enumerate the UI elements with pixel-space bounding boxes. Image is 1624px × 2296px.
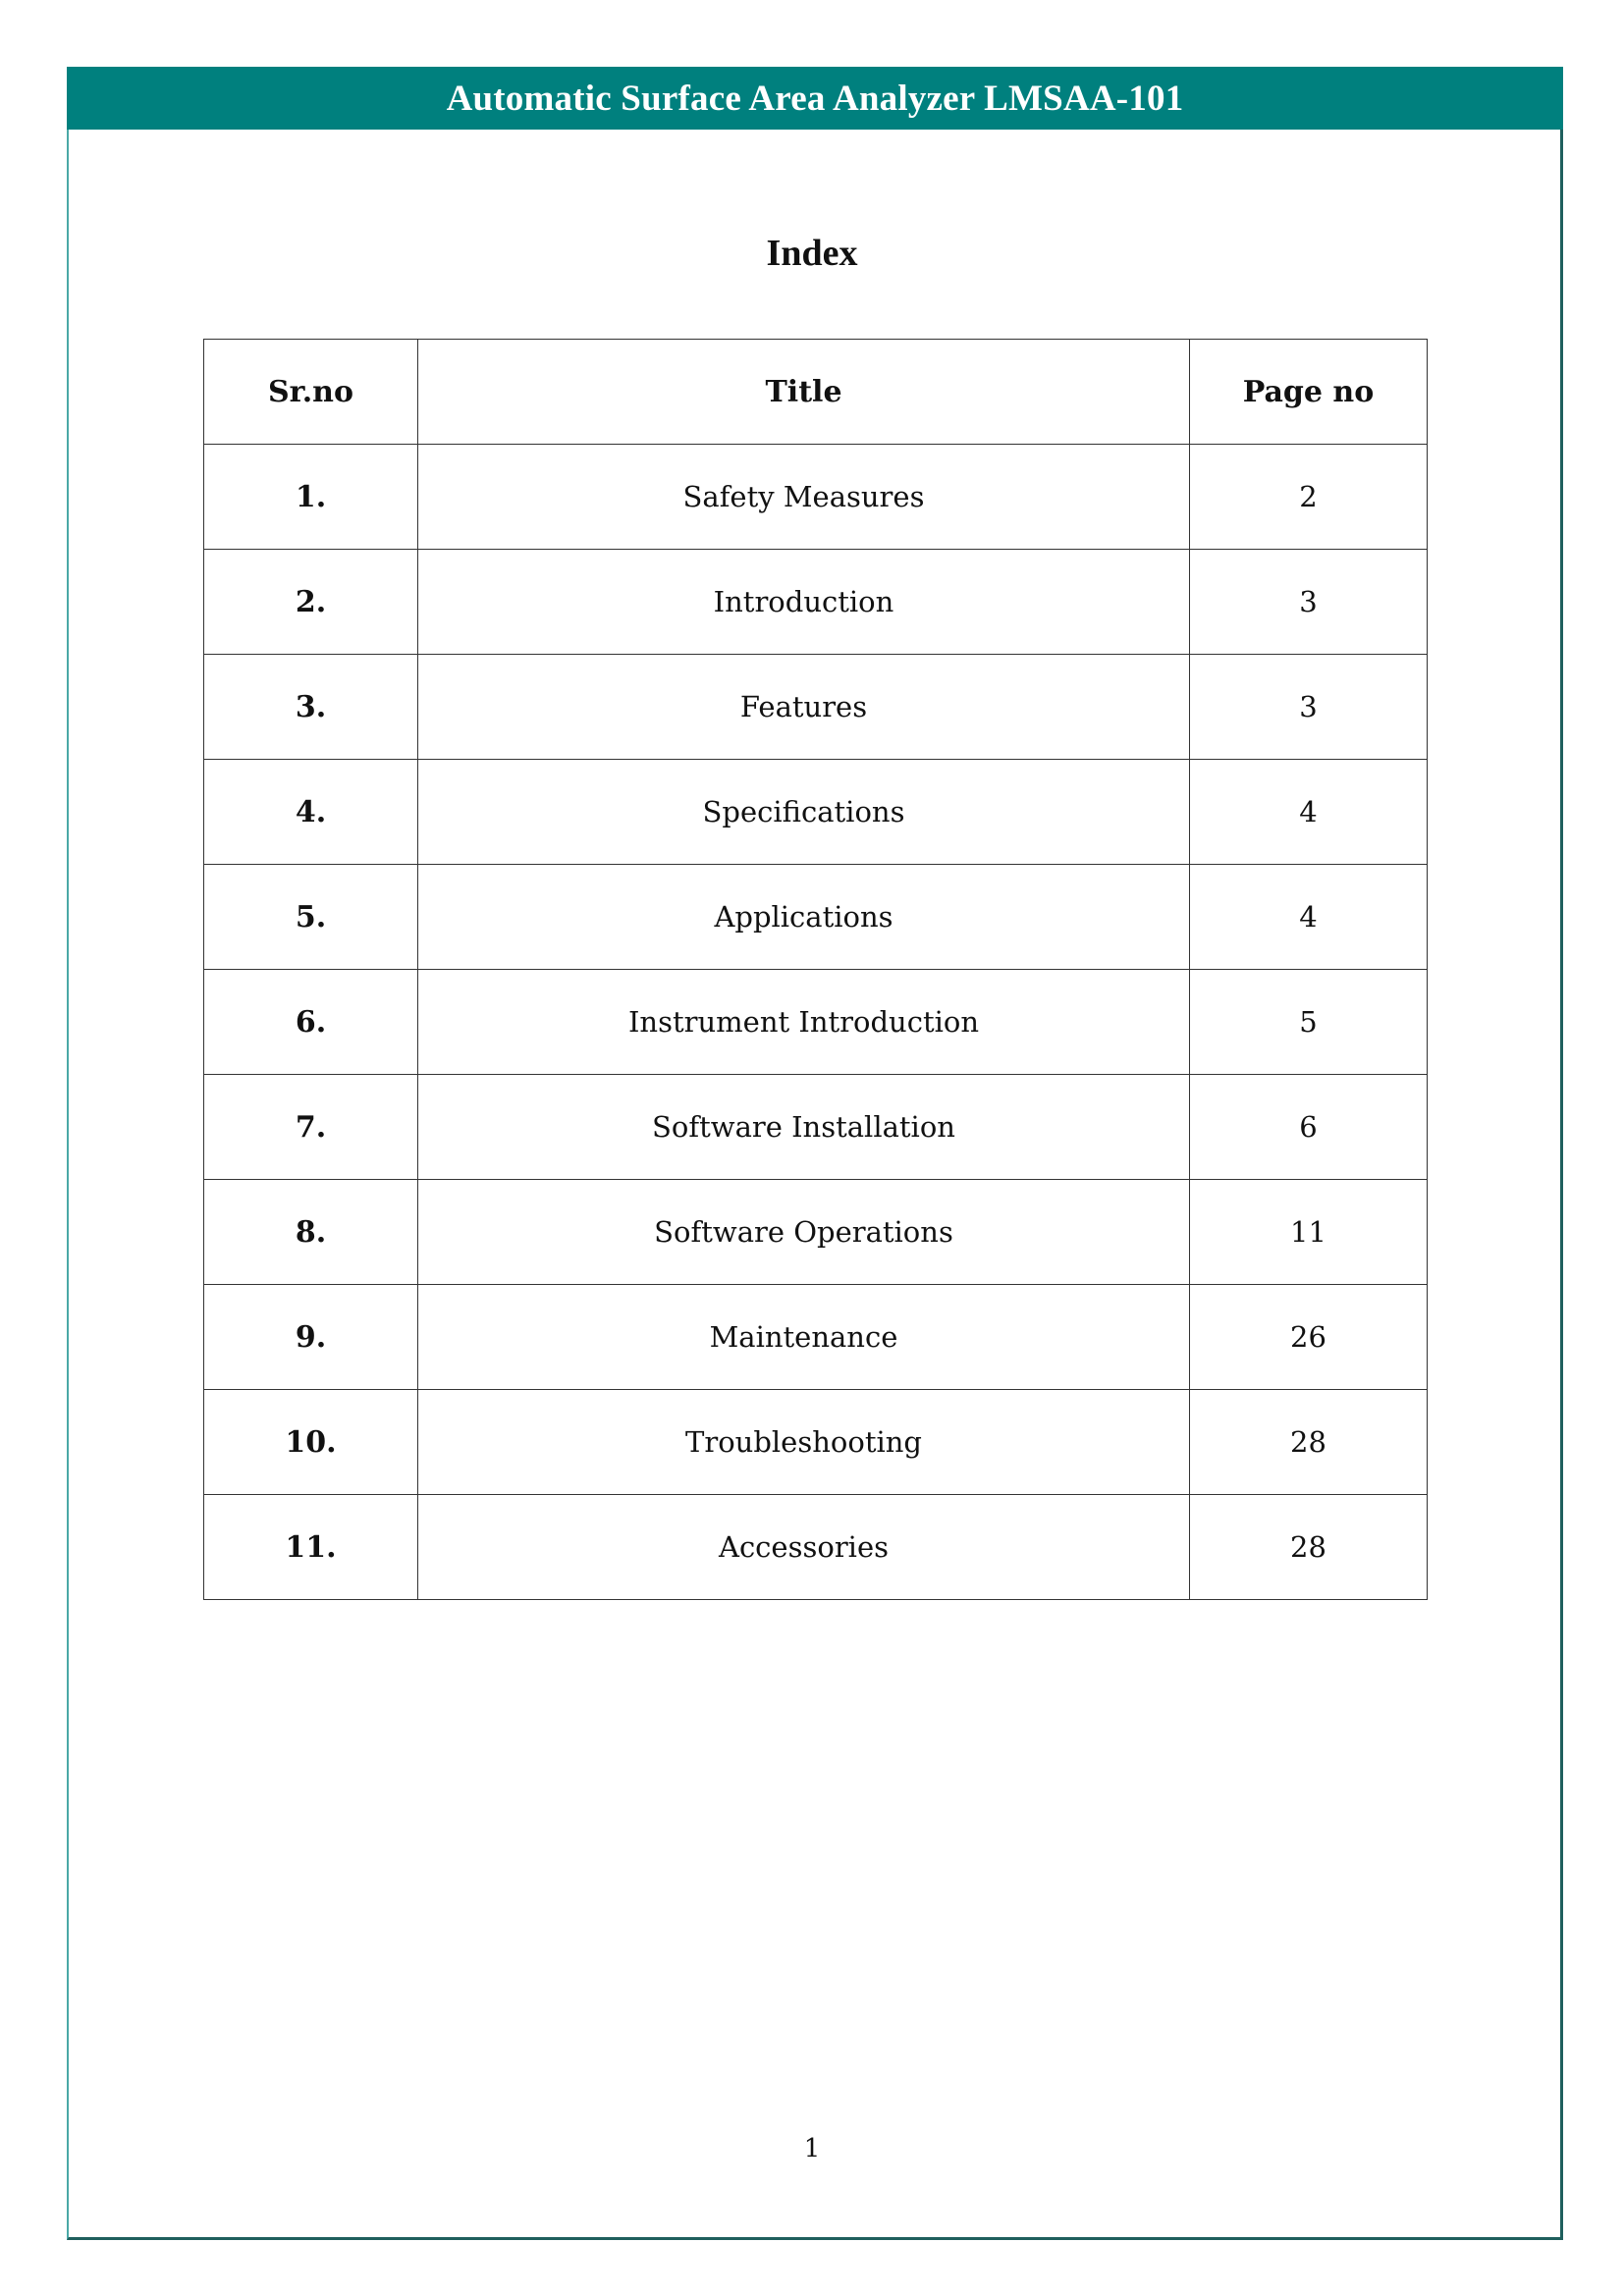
row-title: Features: [418, 655, 1190, 760]
row-page: 6: [1190, 1075, 1428, 1180]
row-page: 11: [1190, 1180, 1428, 1285]
table-row: [204, 445, 1428, 550]
row-sr: 7.: [204, 1075, 418, 1180]
row-title: Accessories: [418, 1495, 1190, 1600]
row-sr: 4.: [204, 760, 418, 865]
row-sr: 9.: [204, 1285, 418, 1390]
table-row: [204, 760, 1428, 865]
row-sr: 2.: [204, 550, 418, 655]
table-row: [204, 1390, 1428, 1495]
row-sr: 5.: [204, 865, 418, 970]
column-header-title: Title: [418, 340, 1190, 445]
table-row: [204, 1285, 1428, 1390]
row-sr: 6.: [204, 970, 418, 1075]
table-row: [204, 970, 1428, 1075]
table-row: [204, 655, 1428, 760]
index-heading: Index: [766, 233, 858, 274]
row-page: 5: [1190, 970, 1428, 1075]
row-sr: 3.: [204, 655, 418, 760]
row-title: Applications: [418, 865, 1190, 970]
row-title: Introduction: [418, 550, 1190, 655]
document-title: Automatic Surface Area Analyzer LMSAA-101: [446, 78, 1184, 119]
table-row: [204, 1495, 1428, 1600]
table-row: [204, 550, 1428, 655]
row-page: 3: [1190, 550, 1428, 655]
row-page: 3: [1190, 655, 1428, 760]
row-sr: 8.: [204, 1180, 418, 1285]
header-band: [67, 67, 1563, 130]
row-title: Specifications: [418, 760, 1190, 865]
row-page: 2: [1190, 445, 1428, 550]
column-header-sr: Sr.no: [204, 340, 418, 445]
row-page: 28: [1190, 1495, 1428, 1600]
row-page: 26: [1190, 1285, 1428, 1390]
row-title: Safety Measures: [418, 445, 1190, 550]
row-title: Software Operations: [418, 1180, 1190, 1285]
row-sr: 10.: [204, 1390, 418, 1495]
row-page: 28: [1190, 1390, 1428, 1495]
table-row: [204, 1075, 1428, 1180]
page-number: 1: [803, 2134, 821, 2163]
row-page: 4: [1190, 760, 1428, 865]
row-title: Instrument Introduction: [418, 970, 1190, 1075]
column-header-page: Page no: [1190, 340, 1428, 445]
row-page: 4: [1190, 865, 1428, 970]
table-row: [204, 1180, 1428, 1285]
table-row: [204, 865, 1428, 970]
row-sr: 1.: [204, 445, 418, 550]
row-sr: 11.: [204, 1495, 418, 1600]
row-title: Troubleshooting: [418, 1390, 1190, 1495]
table-header-row: [204, 340, 1428, 445]
row-title: Maintenance: [418, 1285, 1190, 1390]
index-table: [203, 339, 1428, 1600]
row-title: Software Installation: [418, 1075, 1190, 1180]
